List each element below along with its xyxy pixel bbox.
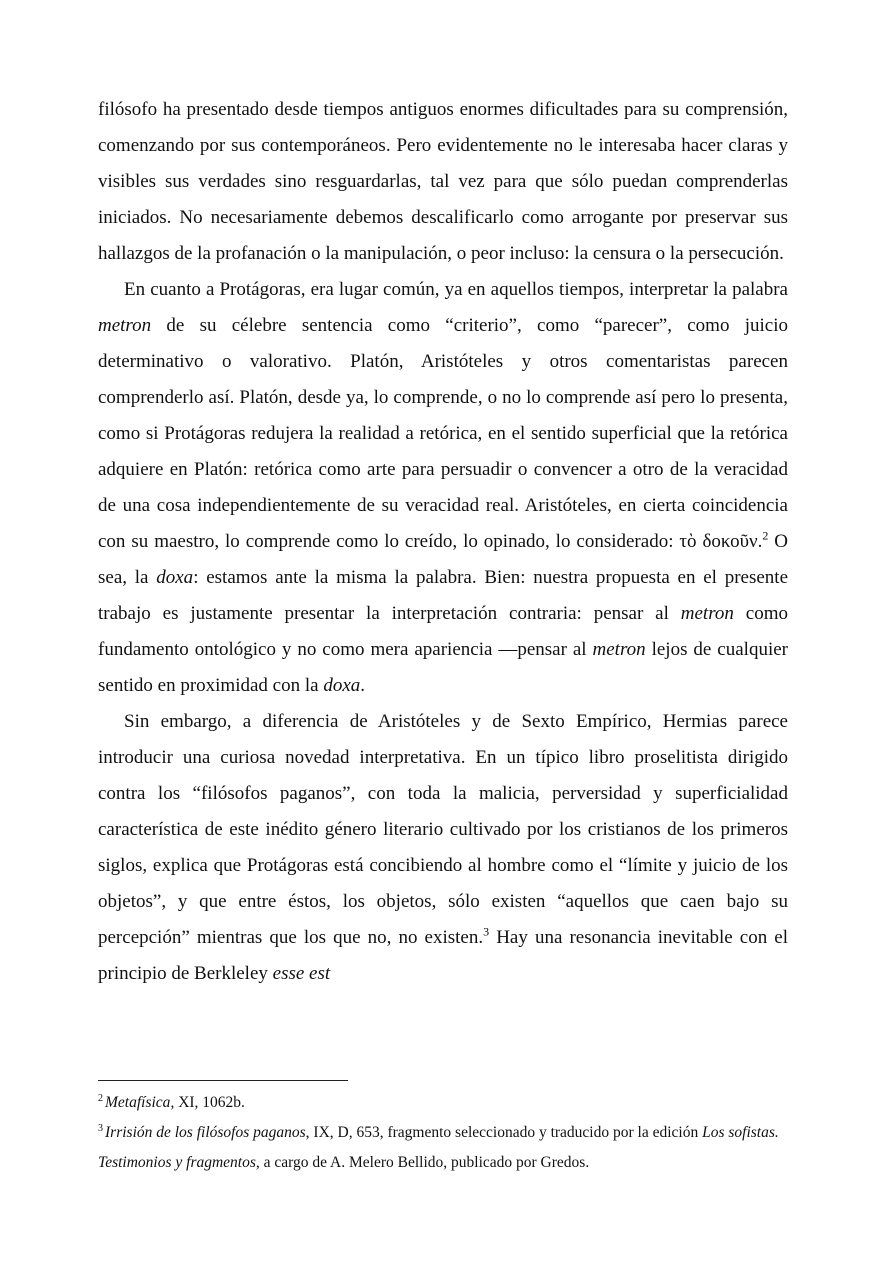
footnotes (98, 1088, 788, 1178)
paragraph-text: de su célebre sentencia como “criterio”, como “parecer”, como juicio determinativo o valorativo. Platón, Aristóteles y otros comentaristas parecen comprenderlo así. Platón, desde ya, lo comprende, o no lo comprende así pero lo presenta, como si Protágoras redujera la realidad a retórica, en el sentido superficial que la retórica adquiere en Platón: retórica como arte para persuadir o convencer a otro de la veracidad de una cosa independientemente de su veracidad real. Aristóteles, en cierta coincidencia con su maestro, lo comprende como lo creído, lo opinado, lo considerado: τὸ δοκοῦν. (98, 315, 788, 552)
footnote-text: , XI, 1062b. (170, 1094, 245, 1111)
paragraph (98, 704, 788, 992)
paragraph-italic-text: metron (98, 315, 152, 336)
paragraph-text: como fundamento ontológico y no como mera apariencia —pensar al (98, 603, 788, 660)
paragraph-text: En cuanto a Protágoras, era lugar común, ya en aquellos tiempos, interpretar la palabra (124, 279, 788, 300)
footnote-text: a cargo de A. Melero Bellido, publicado por Gredos. (259, 1154, 590, 1171)
footnote-reference: 2 (762, 528, 769, 543)
paragraph-italic-text: esse est (272, 963, 331, 984)
footnote-reference: 3 (483, 924, 490, 939)
footnote (98, 1118, 788, 1178)
paragraph-text: Hay una resonancia inevitable con el principio de Berkleley (98, 927, 788, 984)
footnote-italic-text: Los sofistas. Testimonios y fragmentos, (98, 1124, 779, 1171)
paragraph-text: O sea, la (98, 531, 788, 588)
footnote (98, 1088, 788, 1118)
footnote-italic-text: Metafísica (105, 1094, 171, 1111)
footnote-number: 2 (98, 1092, 103, 1104)
paragraph (98, 272, 788, 704)
footnote-text: , IX, D, 653, fragmento seleccionado y traducido por la edición (305, 1124, 703, 1141)
paragraph-text: lejos de cualquier sentido en proximidad con la (98, 639, 788, 696)
footnote-number: 3 (98, 1122, 103, 1134)
paragraph (98, 92, 788, 272)
paragraph-italic-text: doxa (323, 675, 361, 696)
footnote-separator (98, 1080, 348, 1081)
paragraph-italic-text: metron (680, 603, 734, 624)
paragraph-italic-text: doxa (156, 567, 194, 588)
paragraph-text: filósofo ha presentado desde tiempos antiguos enormes dificultades para su comprensión, comenzando por sus contemporáneos. Pero evidentemente no le interesaba hacer claras y visibles sus verdades sino resguardarlas, tal vez para que sólo puedan comprenderlas iniciados. No necesariamente debemos descalificarlo como arrogante por preservar sus hallazgos de la profanación o la manipulación, o peor incluso: la censura o la persecución. (98, 99, 788, 264)
footnote-italic-text: Irrisión de los filósofos paganos (105, 1124, 306, 1141)
paragraph-text: : estamos ante la misma la palabra. Bien: nuestra propuesta en el presente trabajo es justamente presentar la interpretación contraria: pensar al (98, 567, 788, 624)
paragraph-text: Sin embargo, a diferencia de Aristóteles y de Sexto Empírico, Hermias parece introducir una curiosa novedad interpretativa. En un típico libro proselitista dirigido contra los “filósofos paganos”, con toda la malicia, perversidad y superficialidad característica de este inédito género literario cultivado por los cristianos de los primeros siglos, explica que Protágoras está concibiendo al hombre como el “límite y juicio de los objetos”, y que entre éstos, los objetos, sólo existen “aquellos que caen bajo su percepción” mientras que los que no, no existen. (98, 711, 788, 948)
paragraph-italic-text: metron (592, 639, 646, 660)
body-text (98, 92, 788, 992)
paragraph-text: . (360, 675, 365, 696)
